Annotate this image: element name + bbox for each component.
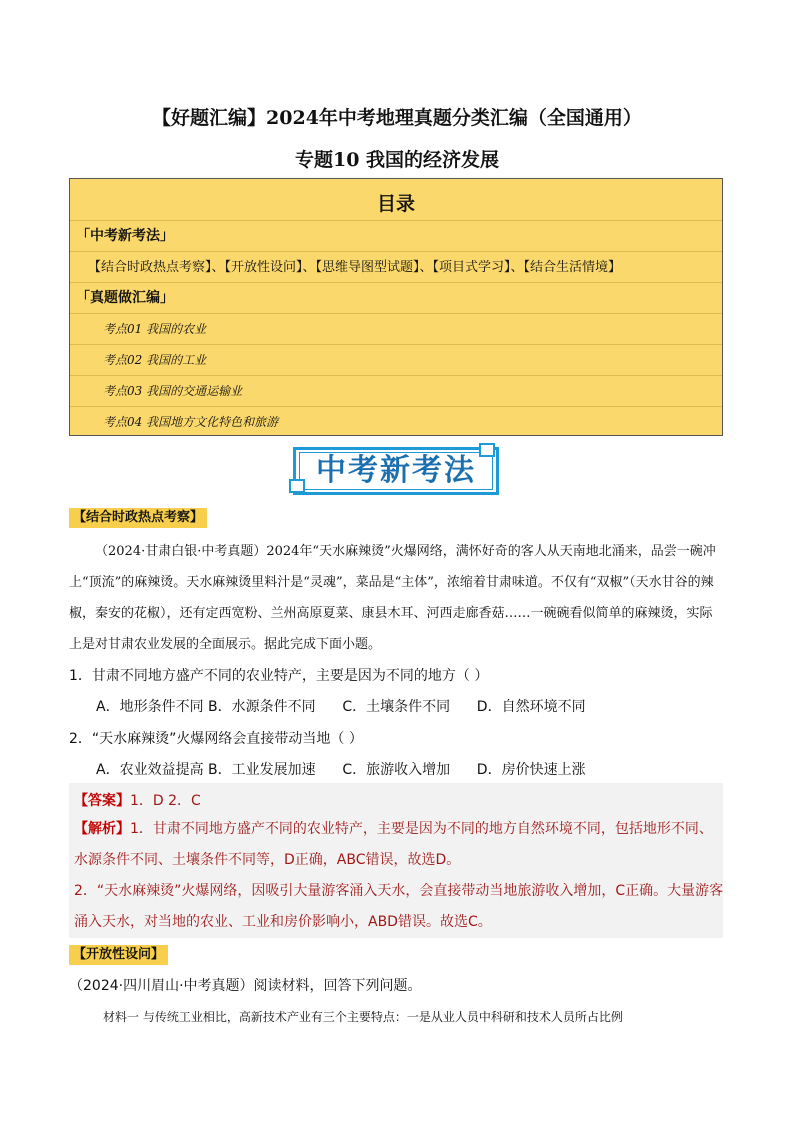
table-of-contents — [69, 178, 723, 436]
section-tag-current-affairs: 【结合时政热点考察】 — [69, 508, 207, 528]
question-2: 2．“天水麻辣烫”火爆网络会直接带动当地（ ） — [69, 731, 363, 747]
answer-label: 【答案】 — [74, 793, 130, 809]
material-source: （2024·四川眉山·中考真题）阅读材料，回答下列问题。 — [69, 978, 422, 994]
banner-text: 中考新考法 — [299, 452, 493, 490]
banner-corner-square-icon — [479, 443, 495, 457]
toc-section-new-methods[interactable]: 「中考新考法」 — [70, 220, 722, 251]
analysis-1 — [74, 814, 724, 876]
section-banner — [289, 443, 503, 499]
answer-line — [74, 790, 201, 810]
banner-corner-square-icon — [289, 479, 305, 493]
question-1: 1．甘肃不同地方盛产不同的农业特产，主要是因为不同的地方（ ） — [69, 668, 489, 684]
toc-section-exam-collection[interactable]: 「真题做汇编」 — [70, 282, 722, 313]
analysis-2: 2．“天水麻辣烫”火爆网络，因吸引大量游客涌入天水，会直接带动当地旅游收入增加，C正确。大量游客涌入天水，对当地的农业、工业和房价影响小，ABD错误。故选C。 — [74, 883, 724, 930]
analysis-1-text: 1．甘肃不同地方盛产不同的农业特产，主要是因为不同的地方自然环境不同，包括地形不同、水源条件不同、土壤条件不同等，D正确，ABC错误，故选D。 — [74, 821, 713, 868]
question-1-options: A．地形条件不同 B．水源条件不同 C．土壤条件不同 D．自然环境不同 — [96, 699, 586, 715]
material-one-text: 材料一 与传统工业相比，高新技术产业有三个主要特点：一是从业人员中科研和技术人员所占比例 — [103, 1010, 623, 1024]
question-2-options: A．农业效益提高 B．工业发展加速 C．旅游收入增加 D．房价快速上涨 — [96, 762, 586, 778]
material-text: （2024·甘肃白银·中考真题）2024年“天水麻辣烫”火爆网络，满怀好奇的客人从天南地北涌来，品尝一碗冲上“顶流”的麻辣烫。天水麻辣烫里料汁是“灵魂”，菜品是“主体”，浓缩着甘肃味道。不仅有“双椒”（天水甘谷的辣椒，秦安的花椒），还有定西宽粉、兰州高原夏菜、康县木耳、河西走廊香菇……一碗碗看似简单的麻辣烫，实际上是对甘肃农业发展的全面展示。据此完成下面小题。 — [69, 544, 716, 652]
toc-item-agriculture[interactable]: 考点01 我国的农业 — [70, 313, 722, 344]
toc-section-new-methods-items[interactable]: 【结合时政热点考察】、【开放性设问】、【思维导图型试题】、【项目式学习】、【结合生活情境】 — [70, 251, 722, 282]
toc-item-culture-tourism[interactable]: 考点04 我国地方文化特色和旅游 — [70, 406, 722, 437]
toc-item-transport[interactable]: 考点03 我国的交通运输业 — [70, 375, 722, 406]
toc-item-industry[interactable]: 考点02 我国的工业 — [70, 344, 722, 375]
section-tag-open-question: 【开放性设问】 — [69, 945, 168, 965]
topic-title: 专题10 我国的经济发展 — [294, 149, 500, 171]
analysis-label: 【解析】 — [74, 821, 130, 837]
document-title: 【好题汇编】2024年中考地理真题分类汇编（全国通用） — [152, 107, 642, 129]
answer-text: 1．D 2．C — [130, 793, 201, 809]
toc-heading: 目录 — [376, 193, 415, 215]
